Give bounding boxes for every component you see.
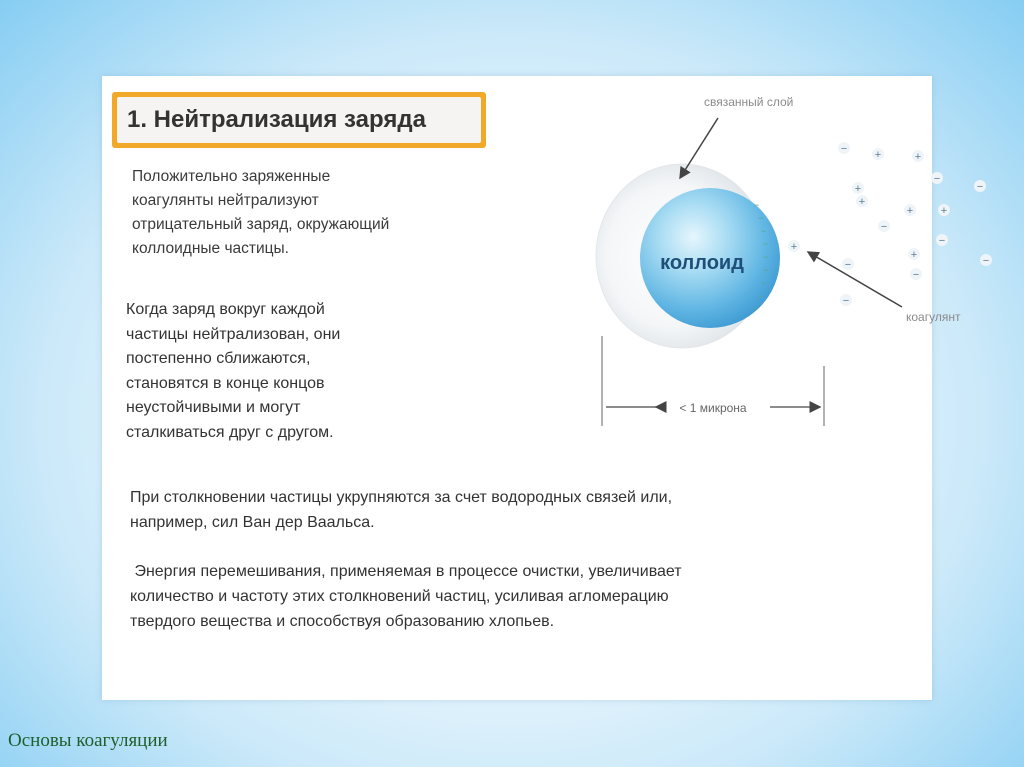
plus-mark: +: [914, 151, 922, 163]
paragraph-line: Энергия перемешивания, применяемая в процессе очистки, увеличивает: [130, 563, 682, 580]
size-dimension: [602, 336, 824, 426]
paragraph-line: частицы нейтрализован, они: [126, 325, 341, 343]
minus-mark: −: [912, 269, 920, 281]
minus-mark: −: [754, 200, 760, 210]
plus-mark: +: [790, 241, 798, 253]
coagulant-arrow: [808, 252, 902, 307]
colloid-diagram: [482, 76, 990, 456]
paragraph-charge-neutralization: [132, 165, 472, 261]
paragraph-line: сталкиваться друг с другом.: [126, 423, 334, 441]
plus-mark: +: [854, 183, 862, 195]
minus-mark: −: [761, 226, 767, 236]
paragraph-line: коагулянты нейтрализуют: [132, 192, 319, 209]
plus-mark: +: [906, 205, 914, 217]
paragraph-line: коллоидные частицы.: [132, 240, 289, 257]
minus-mark: −: [763, 252, 769, 262]
minus-mark: −: [880, 221, 888, 233]
minus-mark: −: [758, 213, 764, 223]
minus-mark: −: [933, 173, 941, 185]
minus-mark: −: [753, 304, 759, 314]
ions: [788, 142, 992, 307]
slide-title: 1. Нейтрализация заряда: [117, 97, 481, 143]
plus-mark: +: [858, 196, 866, 208]
paragraph-collision: [130, 485, 830, 535]
minus-mark: −: [758, 291, 764, 301]
minus-mark: −: [844, 259, 852, 271]
bound-layer-label: связанный слой: [704, 95, 794, 109]
paragraph-line: например, сил Ван дер Ваальса.: [130, 514, 375, 531]
minus-mark: −: [982, 255, 990, 267]
size-label: < 1 микрона: [679, 401, 747, 415]
paragraph-line: количество и частоту этих столкновений частиц, усиливая агломерацию: [130, 588, 669, 605]
minus-mark: −: [761, 278, 767, 288]
colloid-label: коллоид: [660, 252, 744, 274]
plus-mark: +: [910, 249, 918, 261]
paragraph-line: постепенно сближаются,: [126, 350, 311, 367]
minus-mark: −: [938, 235, 946, 247]
paragraph-mixing-energy: [130, 559, 830, 634]
paragraph-line: Когда заряд вокруг каждой: [126, 301, 325, 318]
paragraph-line: становятся в конце концов: [126, 374, 325, 392]
paragraph-line: Положительно заряженные: [132, 168, 331, 185]
paragraph-line: отрицательный заряд, окружающий: [132, 216, 390, 233]
paragraph-line: При столкновении частицы укрупняются за счет водородных связей или,: [130, 489, 673, 506]
plus-mark: +: [940, 205, 948, 217]
minus-mark: −: [976, 181, 984, 193]
title-box: [112, 92, 486, 148]
footer-caption: Основы коагуляции: [8, 730, 168, 751]
slide-content: [102, 76, 990, 700]
paragraph-line: неустойчивыми и могут: [126, 399, 301, 416]
minus-mark: −: [763, 265, 769, 275]
minus-mark: −: [763, 239, 769, 249]
paragraph-particles-approach: [126, 298, 426, 445]
minus-mark: −: [842, 295, 850, 307]
plus-mark: +: [874, 149, 882, 161]
paragraph-line: твердого вещества и способствуя образованию хлопьев.: [130, 613, 555, 630]
coagulant-label: коагулянт: [906, 310, 961, 324]
minus-mark: −: [840, 143, 848, 155]
